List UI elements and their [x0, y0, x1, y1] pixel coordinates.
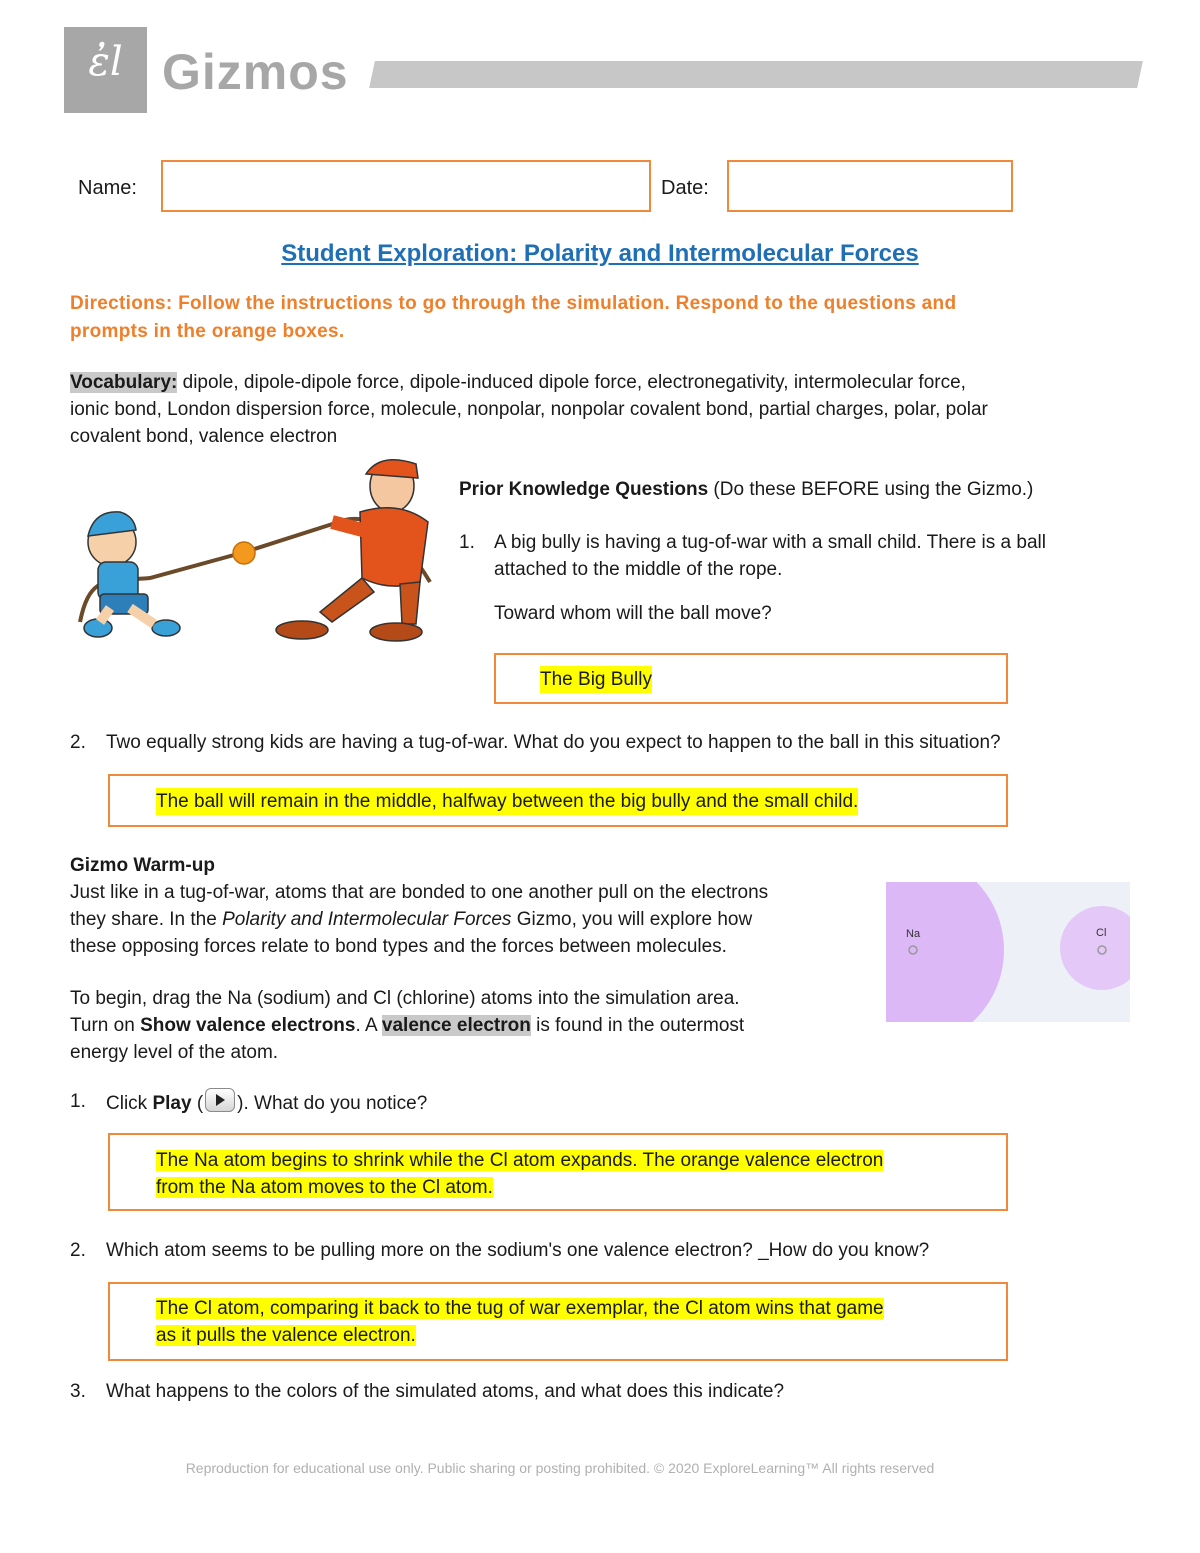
- warmup-q2-number: 2.: [70, 1240, 86, 1261]
- warmup-q1-b: (: [191, 1093, 204, 1114]
- warmup-p2-line-2b: . A: [355, 1015, 382, 1036]
- tug-of-war-illustration: [70, 452, 440, 648]
- na-atom: [886, 882, 1004, 1022]
- play-label: Play: [152, 1093, 192, 1114]
- page-title: Student Exploration: Polarity and Intermolecular Forces: [281, 240, 919, 267]
- warmup-answer-2-box[interactable]: [108, 1282, 1008, 1361]
- warmup-p1-line-3: these opposing forces relate to bond types and the forces between molecules.: [70, 936, 727, 957]
- date-label: Date:: [661, 177, 709, 199]
- vocabulary-label: Vocabulary:: [70, 372, 178, 393]
- warmup-answer-2-line-2: as it pulls the valence electron.: [156, 1325, 416, 1346]
- warmup-p2-line-1: To begin, drag the Na (sodium) and Cl (chlorine) atoms into the simulation area.: [70, 988, 740, 1009]
- directions: [70, 290, 1070, 346]
- warmup-q3-text: What happens to the colors of the simulated atoms, and what does this indicate?: [106, 1381, 785, 1402]
- warmup-q1-number: 1.: [70, 1091, 86, 1112]
- pk-answer-1-box[interactable]: [494, 653, 1008, 704]
- pk-q1-number: 1.: [459, 532, 475, 553]
- warmup-q1-c: ). What do you notice?: [237, 1093, 428, 1114]
- gizmo-name: Polarity and Intermolecular Forces: [222, 909, 512, 930]
- warmup-heading: Gizmo Warm-up: [70, 855, 215, 876]
- warmup-answer-2: [156, 1295, 884, 1349]
- cl-atom-label: Cl: [1096, 927, 1107, 939]
- warmup-answer-1-line-1: The Na atom begins to shrink while the Cl atom expands. The orange valence electron: [156, 1150, 884, 1171]
- warmup-answer-2-line-1: The Cl atom, comparing it back to the tug of war exemplar, the Cl atom wins that game: [156, 1298, 884, 1319]
- directions-line-2: prompts in the orange boxes.: [70, 321, 345, 342]
- pk-answer-1: The Big Bully: [540, 666, 652, 693]
- simulation-snapshot: [886, 882, 1130, 1022]
- warmup-q1-text: [106, 1088, 427, 1117]
- play-icon: [205, 1088, 235, 1112]
- warmup-answer-1: [156, 1147, 883, 1201]
- name-field[interactable]: [161, 160, 651, 212]
- vocabulary-line-3: covalent bond, valence electron: [70, 426, 338, 447]
- warmup-q1-a: Click: [106, 1093, 153, 1114]
- warmup-p1-line-2b: Gizmo, you will explore how: [511, 909, 753, 930]
- vocabulary-line-2: ionic bond, London dispersion force, molecule, nonpolar, nonpolar covalent bond, partial charges, polar, polar: [70, 399, 988, 420]
- valence-electron-term: valence electron: [381, 1015, 531, 1036]
- pk-q2-text: Two equally strong kids are having a tug-of-war. What do you expect to happen to the ball in this situation?: [106, 732, 1001, 753]
- warmup-paragraph-1: [70, 879, 870, 960]
- na-atom-label: Na: [906, 928, 921, 940]
- warmup-p2-line-2a: Turn on: [70, 1015, 141, 1036]
- warmup-p1-line-2a: they share. In the: [70, 909, 223, 930]
- name-label: Name:: [78, 177, 137, 199]
- warmup-paragraph-2: [70, 985, 870, 1066]
- warmup-answer-1-box[interactable]: [108, 1133, 1008, 1211]
- show-valence-electrons-label: Show valence electrons: [140, 1015, 356, 1036]
- prior-knowledge-heading: Prior Knowledge Questions: [459, 479, 709, 500]
- logo-glyph: ἐl: [88, 39, 123, 85]
- explorelearning-logo: [64, 27, 147, 113]
- brand-name: Gizmos: [162, 44, 349, 100]
- warmup-q3-number: 3.: [70, 1381, 86, 1402]
- prior-knowledge-note: (Do these BEFORE using the Gizmo.): [708, 479, 1034, 500]
- pk-q1-followup: Toward whom will the ball move?: [494, 603, 772, 624]
- pk-q2-number: 2.: [70, 732, 86, 753]
- vocabulary: [70, 369, 1140, 450]
- vocabulary-line-1: dipole, dipole-dipole force, dipole-induced dipole force, electronegativity, intermolecular force,: [177, 372, 966, 393]
- header-bar: [369, 61, 1143, 88]
- warmup-p2-line-2c: is found in the outermost: [530, 1015, 745, 1036]
- warmup-q2-text: Which atom seems to be pulling more on the sodium's one valence electron? _How do you know?: [106, 1240, 930, 1261]
- warmup-p2-line-3: energy level of the atom.: [70, 1042, 279, 1063]
- date-field[interactable]: [727, 160, 1013, 212]
- pk-answer-2-box[interactable]: [108, 774, 1008, 827]
- pk-q1-text: [494, 529, 1144, 583]
- prior-knowledge-heading-row: [459, 476, 1033, 503]
- directions-line-1: Directions: Follow the instructions to go through the simulation. Respond to the questions and: [70, 293, 957, 314]
- warmup-p1-line-1: Just like in a tug-of-war, atoms that are bonded to one another pull on the electrons: [70, 882, 769, 903]
- footer-copyright: Reproduction for educational use only. Public sharing or posting prohibited. © 2020 ExploreLearning™ All rights reserved: [185, 1460, 935, 1476]
- warmup-answer-1-line-2: from the Na atom moves to the Cl atom.: [156, 1177, 493, 1198]
- pk-q1-line-2: attached to the middle of the rope.: [494, 559, 783, 580]
- pk-answer-2: The ball will remain in the middle, halfway between the big bully and the small child.: [156, 788, 858, 815]
- pk-q1-line-1: A big bully is having a tug-of-war with a small child. There is a ball: [494, 532, 1046, 553]
